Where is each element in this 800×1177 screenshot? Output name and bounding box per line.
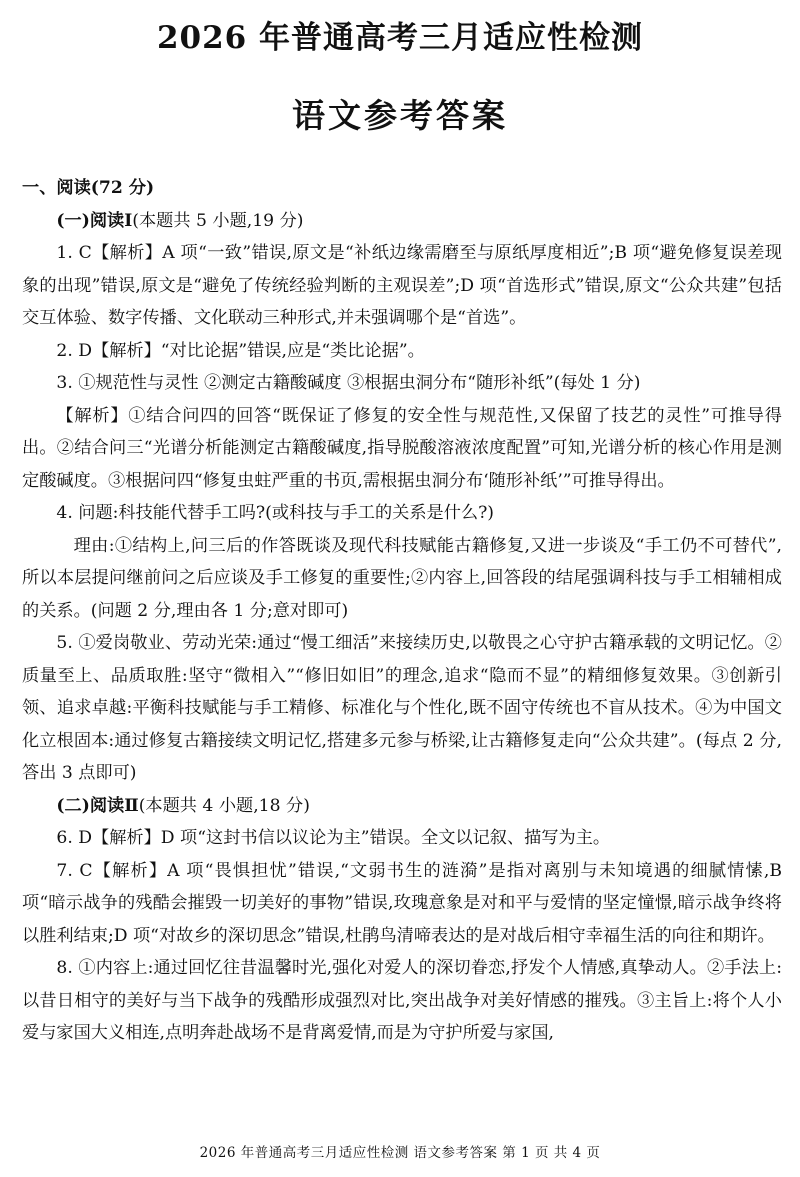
- page-title: 语文参考答案: [292, 96, 508, 135]
- page-footer: 2026 年普通高考三月适应性检测 语文参考答案 第 1 页 共 4 页: [199, 1145, 601, 1161]
- answer-q8: 8. ①内容上:通过回忆往昔温馨时光,强化对爱人的深切眷恋,抒发个人情感,真挚动人。②手法上:以昔日相守的美好与当下战争的残酷形成强烈对比,突出战争对美好情感的摧残。③主旨上:将个人小爱与家国大义相连,点明奔赴战场不是背离爱情,而是为守护所爱与家国,: [22, 958, 782, 1043]
- answer-q5: 5. ①爱岗敬业、劳动光荣:通过“慢工细活”来接续历史,以敬畏之心守护古籍承载的文明记忆。②质量至上、品质取胜:坚守“微相入”“修旧如旧”的理念,追求“隐而不显”的精细修复效果。③创新引领、追求卓越:平衡科技赋能与手工精修、标准化与个性化,既不固守传统也不盲从技术。④为中国文化立根固本:通过修复古籍接续文明记忆,搭建多元参与桥梁,让古籍修复走向“公众共建”。(每点 2 分,答出 3 点即可): [22, 633, 782, 783]
- part1-note: (本题共 5 小题,19 分): [132, 210, 304, 231]
- answer-q3: 3. ①规范性与灵性 ②测定古籍酸碱度 ③根据虫洞分布“随形补纸”(每处 1 分): [56, 373, 641, 393]
- answer-body: [22, 172, 782, 1050]
- part2-heading: [22, 790, 782, 823]
- answer-q1: 1. C【解析】A 项“一致”错误,原文是“补纸边缘需磨至与原纸厚度相近”;B 项“避免修复误差现象的出现”错误,原文是“避免了传统经验判断的主观误差”;D 项“首选形式”错误,原文“公众共建”包括交互体验、数字传播、文化联动三种形式,并未强调哪个是“首选”。: [22, 243, 782, 328]
- answer-q6: 6. D【解析】D 项“这封书信以议论为主”错误。全文以记叙、描写为主。: [56, 828, 611, 848]
- part1-heading: [22, 205, 782, 238]
- part2-note: (本题共 4 小题,18 分): [138, 795, 310, 816]
- answer-q4: 4. 问题:科技能代替手工吗?(或科技与手工的关系是什么?): [56, 503, 495, 523]
- exam-title: 2026 年普通高考三月适应性检测: [156, 20, 644, 56]
- section-heading-reading: 一、阅读(72 分): [22, 178, 155, 198]
- answer-q2: 2. D【解析】“对比论据”错误,应是“类比论据”。: [56, 340, 425, 361]
- part2-label: (二)阅读Ⅱ: [56, 795, 139, 816]
- answer-q3-analysis: 【解析】①结合问四的回答“既保证了修复的安全性与规范性,又保留了技艺的灵性”可推导得出。②结合问三“光谱分析能测定古籍酸碱度,指导脱酸溶液浓度配置”可知,光谱分析的核心作用是测定酸碱度。③根据问四“修复虫蛀严重的书页,需根据虫洞分布‘随形补纸’”可推导得出。: [22, 405, 782, 491]
- answer-q4-reason: 理由:①结构上,问三后的作答既谈及现代科技赋能古籍修复,又进一步谈及“手工仍不可替代”,所以本层提问继前问之后应谈及手工修复的重要性;②内容上,回答段的结尾强调科技与手工相辅相成的关系。(问题 2 分,理由各 1 分;意对即可): [22, 535, 782, 621]
- part1-label: (一)阅读Ⅰ: [56, 210, 133, 231]
- answer-q7: 7. C【解析】A 项“畏惧担忧”错误,“文弱书生的涟漪”是指对离别与未知境遇的细腻情愫,B 项“暗示战争的残酷会摧毁一切美好的事物”错误,玫瑰意象是对和平与爱情的坚定憧憬,暗示战争终将以胜利结束;D 项“对故乡的深切思念”错误,杜鹃鸟清啼表达的是对战后相守幸福生活的向往和期许。: [22, 860, 782, 946]
